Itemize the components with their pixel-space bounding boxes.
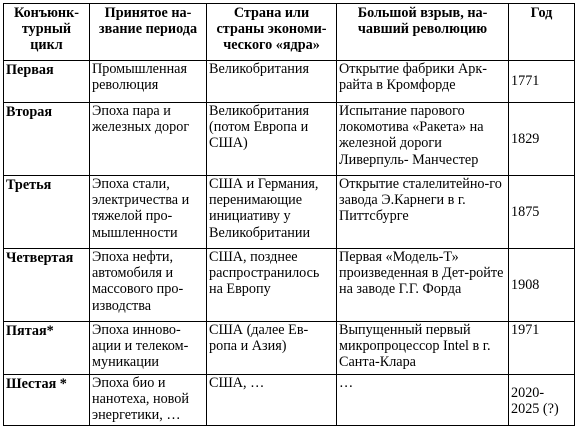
cell-year: 1908 bbox=[509, 249, 575, 322]
cell-country: США и Германия, перенимающие инициативу у Великобритании bbox=[207, 176, 337, 249]
cell-period: Эпоха био и нанотеха, новой энергетики, … bbox=[90, 375, 207, 426]
cell-year: 1875 bbox=[509, 176, 575, 249]
cell-cycle: Пятая* bbox=[4, 322, 90, 375]
header-period: Принятое на-звание периода bbox=[90, 4, 207, 61]
cell-cycle: Третья bbox=[4, 176, 90, 249]
table-row bbox=[4, 103, 575, 176]
cell-big-bang: … bbox=[337, 375, 509, 426]
cell-year: 1829 bbox=[509, 103, 575, 176]
cell-period: Эпоха стали, электричества и тяжелой про-мышленности bbox=[90, 176, 207, 249]
cell-period: Промышленная революция bbox=[90, 61, 207, 103]
table-row bbox=[4, 322, 575, 375]
cell-cycle: Шестая * bbox=[4, 375, 90, 426]
cell-big-bang: Выпущенный первый микропроцессор Intel в г. Санта-Клара bbox=[337, 322, 509, 375]
header-year: Год bbox=[509, 4, 575, 61]
cell-country: США, позднее распространилось на Европу bbox=[207, 249, 337, 322]
innovation-cycles-table bbox=[3, 3, 575, 426]
cell-cycle: Вторая bbox=[4, 103, 90, 176]
cell-cycle: Четвертая bbox=[4, 249, 90, 322]
table-row bbox=[4, 61, 575, 103]
cell-country: Великобритания (потом Европа и США) bbox=[207, 103, 337, 176]
cell-period: Эпоха нефти, автомобиля и массового про-изводства bbox=[90, 249, 207, 322]
table-row bbox=[4, 375, 575, 426]
table-header-row bbox=[4, 4, 575, 61]
cell-year: 2020-2025 (?) bbox=[509, 375, 575, 426]
table-row bbox=[4, 249, 575, 322]
header-big-bang: Большой взрыв, на-чавший революцию bbox=[337, 4, 509, 61]
cell-year: 1971 bbox=[509, 322, 575, 375]
cell-year: 1771 bbox=[509, 61, 575, 103]
cell-country: США (далее Ев-ропа и Азия) bbox=[207, 322, 337, 375]
cell-big-bang: Открытие фабрики Арк-райта в Кромфорде bbox=[337, 61, 509, 103]
cell-cycle: Первая bbox=[4, 61, 90, 103]
cell-country: Великобритания bbox=[207, 61, 337, 103]
header-country: Страна или страны экономи-ческого «ядра» bbox=[207, 4, 337, 61]
cell-big-bang: Первая «Модель-Т» произведенная в Дет-ройте на заводе Г.Г. Форда bbox=[337, 249, 509, 322]
cell-period: Эпоха пара и железных дорог bbox=[90, 103, 207, 176]
cell-big-bang: Открытие сталелитейно-го завода Э.Карнеги в г. Питтсбурге bbox=[337, 176, 509, 249]
cell-country: США, … bbox=[207, 375, 337, 426]
table-row bbox=[4, 176, 575, 249]
cell-period: Эпоха инново-ации и телеком-муникации bbox=[90, 322, 207, 375]
cell-big-bang: Испытание парового локомотива «Ракета» на железной дороги Ливерпуль- Манчестер bbox=[337, 103, 509, 176]
header-cycle: Конъюнк-турный цикл bbox=[4, 4, 90, 61]
